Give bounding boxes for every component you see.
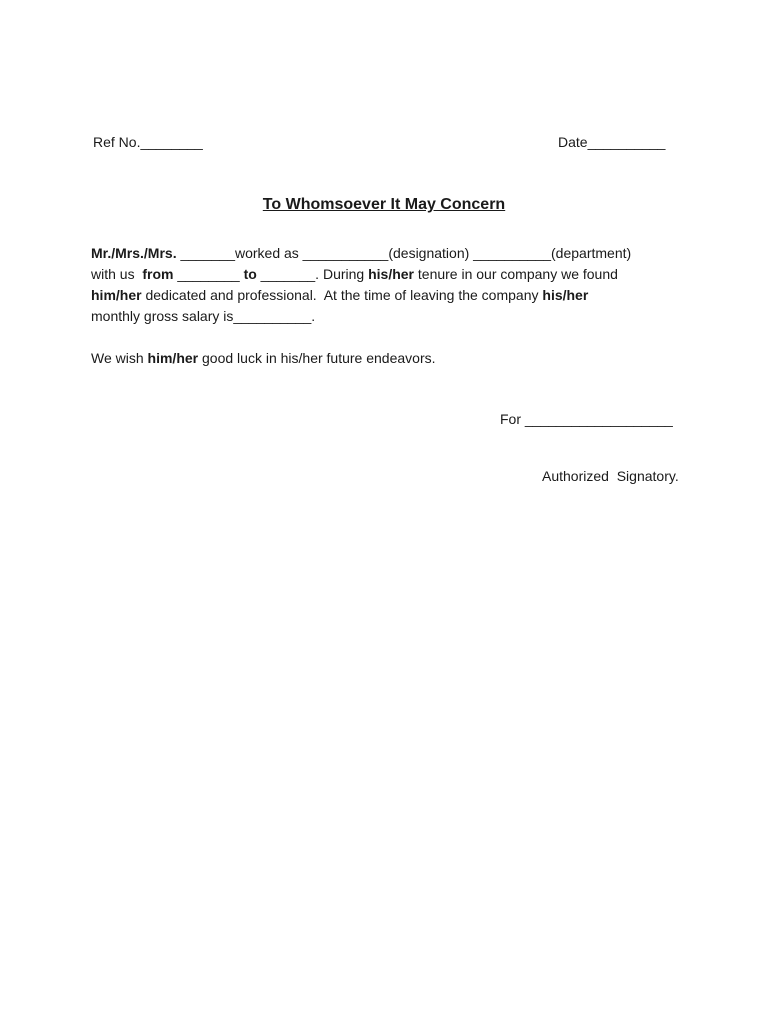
paragraph-line xyxy=(91,348,691,369)
paragraph-line xyxy=(91,285,691,306)
letter-title: To Whomsoever It May Concern xyxy=(262,196,506,213)
paragraph-line xyxy=(91,264,691,285)
line-text: We wish xyxy=(91,350,148,366)
line-text: good luck in his/her future endeavors. xyxy=(198,350,436,366)
line-text: dedicated and professional. At the time of leaving the company xyxy=(141,287,543,303)
line-text: monthly gross salary is__________. xyxy=(91,308,316,324)
paragraph-line xyxy=(91,243,691,264)
paragraph-line xyxy=(91,306,691,327)
pronoun-him-her: him/her xyxy=(147,350,199,366)
salutation: Mr./Mrs./Mrs. xyxy=(91,245,177,261)
for-company-line: For ___________________ xyxy=(500,411,673,427)
to-label: to xyxy=(243,266,257,282)
pronoun-his-her: his/her xyxy=(368,266,414,282)
pronoun-his-her: his/her xyxy=(542,287,589,303)
body-paragraph-2 xyxy=(91,348,691,369)
body-paragraph-1 xyxy=(91,243,691,327)
line-text: _______worked as ___________(designation) __________(department) xyxy=(176,245,632,261)
line-text: tenure in our company we found xyxy=(414,266,618,282)
pronoun-him-her: him/her xyxy=(91,287,142,303)
line-text: _______. During xyxy=(256,266,369,282)
line-text: with us xyxy=(91,266,143,282)
from-label: from xyxy=(142,266,174,282)
ref-number: Ref No.________ xyxy=(93,134,203,150)
authorized-signatory: Authorized Signatory. xyxy=(542,468,679,484)
line-text: ________ xyxy=(173,266,244,282)
date-field: Date__________ xyxy=(558,134,666,150)
